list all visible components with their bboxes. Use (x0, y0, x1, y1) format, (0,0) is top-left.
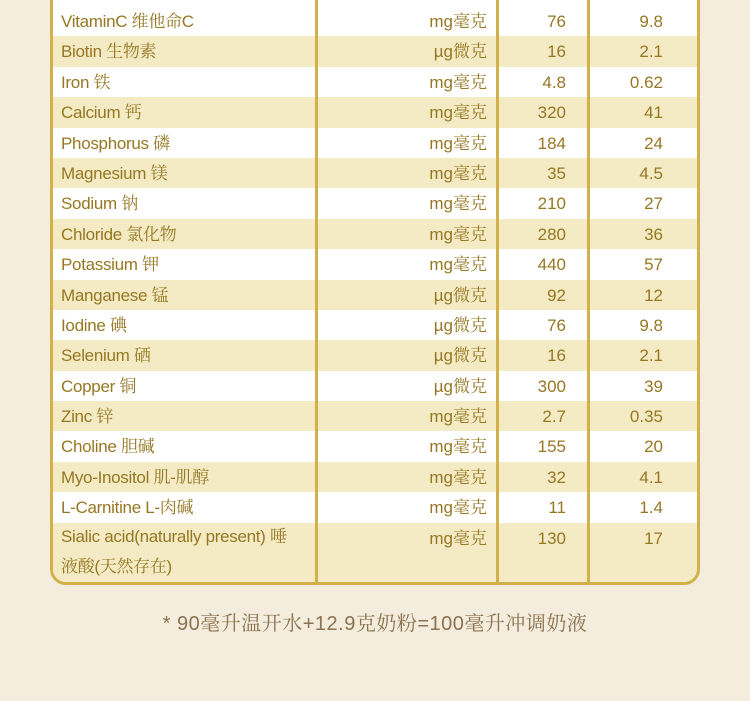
nutrient-value-per-100ml: 16 (547, 42, 566, 62)
nutrient-unit: mg毫克 (429, 407, 487, 427)
nutrient-name: Sialic acid(naturally present) 唾液酸(天然存在) (61, 526, 287, 576)
nutrient-unit: µg微克 (433, 285, 487, 305)
table-row (53, 310, 697, 340)
nutrient-value-per-100ml: 440 (537, 255, 566, 275)
nutrient-unit: mg毫克 (429, 467, 487, 487)
nutrient-unit: µg微克 (433, 315, 487, 335)
table-row (53, 280, 697, 310)
nutrient-value-per-100ml: 184 (537, 133, 566, 153)
table-row (53, 523, 697, 585)
table-row (53, 67, 697, 97)
nutrient-value-per-100g: 36 (644, 224, 663, 244)
nutrient-value-per-100g: 20 (644, 437, 663, 457)
nutrient-name: VitaminC 维他命C (61, 12, 194, 31)
nutrient-unit: mg毫克 (429, 194, 487, 214)
table-row (53, 492, 697, 522)
nutrient-value-per-100ml: 35 (547, 163, 566, 183)
nutrient-value-per-100g: 1.4 (639, 498, 663, 518)
nutrient-name: Chloride 氯化物 (61, 224, 177, 244)
nutrient-name: Iron 铁 (61, 72, 111, 92)
nutrient-value-per-100ml: 2.7 (542, 407, 566, 427)
nutrient-unit: mg毫克 (429, 12, 487, 31)
nutrient-value-per-100ml: 300 (537, 376, 566, 396)
nutrient-value-per-100g: 2.1 (639, 42, 663, 62)
nutrient-name: Biotin 生物素 (61, 42, 157, 62)
nutrient-value-per-100g: 0.35 (629, 407, 663, 427)
nutrient-value-per-100g: 9.8 (639, 315, 663, 335)
nutrient-value-per-100ml: 16 (547, 346, 566, 366)
table-row (53, 188, 697, 218)
nutrient-name: Magnesium 镁 (61, 163, 168, 183)
table-row (53, 36, 697, 66)
nutrient-name: Potassium 钾 (61, 255, 159, 275)
nutrient-value-per-100g: 17 (644, 528, 663, 548)
table-row (53, 371, 697, 401)
table-row (53, 128, 697, 158)
nutrient-unit: mg毫克 (429, 437, 487, 457)
table-row (53, 401, 697, 431)
nutrient-value-per-100ml: 4.8 (542, 72, 566, 92)
nutrition-table (50, 0, 700, 585)
nutrient-name: Myo-Inositol 肌-肌醇 (61, 467, 209, 487)
nutrient-value-per-100g: 12 (644, 285, 663, 305)
nutrient-name: Calcium 钙 (61, 103, 142, 123)
nutrient-value-per-100g: 4.1 (639, 467, 663, 487)
nutrient-value-per-100ml: 210 (537, 194, 566, 214)
nutrient-value-per-100g: 39 (644, 376, 663, 396)
nutrient-value-per-100ml: 155 (537, 437, 566, 457)
nutrient-unit: mg毫克 (429, 133, 487, 153)
table-row (53, 340, 697, 370)
nutrient-unit: mg毫克 (429, 528, 487, 548)
footnote: * 90毫升温开水+12.9克奶粉=100毫升冲调奶液 (162, 613, 588, 635)
nutrient-name: L-Carnitine L-肉碱 (61, 498, 194, 518)
column-divider-per100ml (587, 0, 590, 582)
nutrient-value-per-100ml: 76 (547, 315, 566, 335)
nutrient-value-per-100g: 2.1 (639, 346, 663, 366)
nutrient-unit: mg毫克 (429, 72, 487, 92)
nutrient-unit: mg毫克 (429, 498, 487, 518)
nutrient-name: Manganese 锰 (61, 285, 169, 305)
nutrient-unit: mg毫克 (429, 224, 487, 244)
nutrient-name: Selenium 硒 (61, 346, 151, 366)
nutrient-unit: mg毫克 (429, 255, 487, 275)
nutrient-value-per-100g: 24 (644, 133, 663, 153)
column-divider-unit (496, 0, 499, 582)
nutrient-name: Zinc 锌 (61, 407, 114, 427)
nutrient-name: Choline 胆碱 (61, 437, 155, 457)
nutrient-value-per-100g: 0.62 (629, 72, 663, 92)
table-row (53, 462, 697, 492)
table-row (53, 219, 697, 249)
nutrient-unit: µg微克 (433, 42, 487, 62)
nutrient-name: Phosphorus 磷 (61, 133, 170, 153)
table-row (53, 249, 697, 279)
nutrient-value-per-100ml: 76 (547, 12, 566, 31)
nutrient-unit: mg毫克 (429, 103, 487, 123)
nutrient-value-per-100ml: 32 (547, 467, 566, 487)
nutrient-value-per-100ml: 320 (537, 103, 566, 123)
table-row (53, 97, 697, 127)
column-divider-name (315, 0, 318, 582)
nutrient-value-per-100ml: 92 (547, 285, 566, 305)
nutrient-value-per-100g: 4.5 (639, 163, 663, 183)
nutrient-value-per-100g: 9.8 (639, 12, 663, 31)
nutrient-unit: µg微克 (433, 376, 487, 396)
nutrient-value-per-100g: 57 (644, 255, 663, 275)
nutrient-value-per-100g: 27 (644, 194, 663, 214)
nutrition-rows (53, 6, 697, 585)
nutrient-name: Copper 铜 (61, 376, 137, 396)
nutrient-name: Iodine 碘 (61, 315, 127, 335)
nutrient-value-per-100ml: 130 (537, 528, 566, 548)
nutrient-unit: µg微克 (433, 346, 487, 366)
nutrient-name: Sodium 钠 (61, 194, 138, 214)
nutrient-value-per-100ml: 11 (548, 498, 566, 518)
nutrient-value-per-100ml: 280 (537, 224, 566, 244)
table-row (53, 431, 697, 461)
nutrient-value-per-100g: 41 (644, 103, 663, 123)
table-row (53, 158, 697, 188)
nutrient-unit: mg毫克 (429, 163, 487, 183)
table-row (53, 6, 697, 36)
